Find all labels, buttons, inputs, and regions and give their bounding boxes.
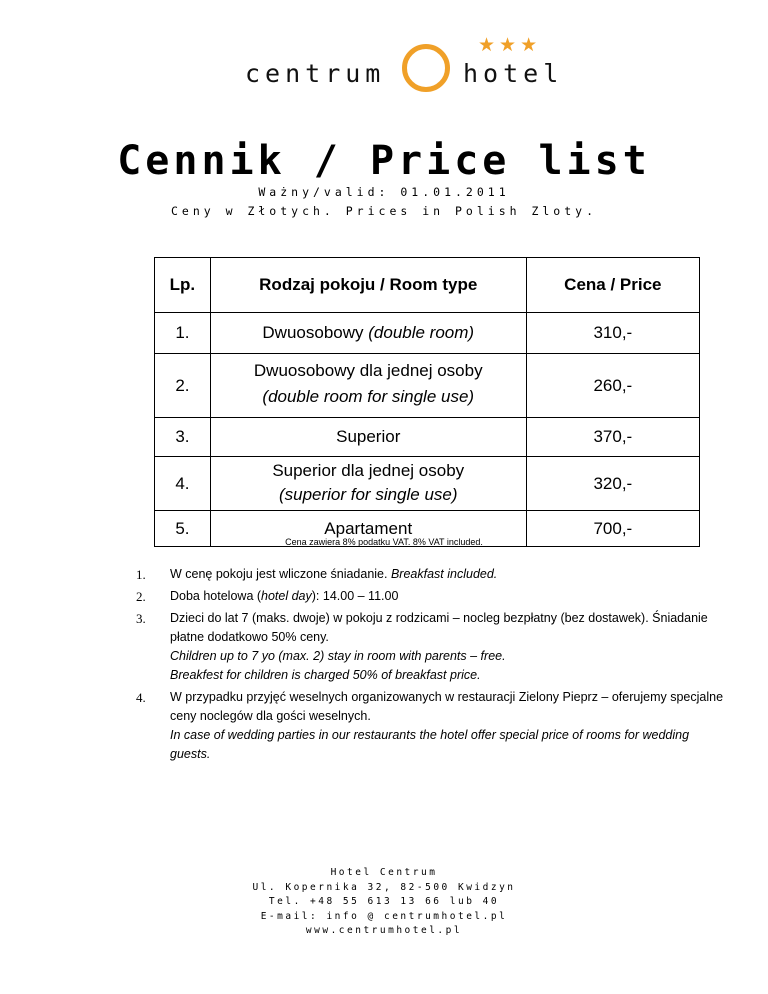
row-number: 5. (155, 511, 211, 547)
footer-phone: Tel. +48 55 613 13 66 lub 40 (268, 896, 500, 907)
note-number: 3. (136, 611, 146, 626)
room-type-pl: Superior dla jednej osoby (272, 460, 465, 480)
room-price: 370,- (526, 418, 699, 457)
room-price: 310,- (526, 313, 699, 354)
price-table (154, 257, 700, 547)
row-number: 1. (155, 313, 211, 354)
note-number: 4. (136, 690, 146, 705)
note-number: 1. (136, 567, 146, 582)
room-price: 320,- (526, 457, 699, 511)
list-item (136, 688, 730, 764)
note-number: 2. (136, 589, 146, 604)
logo-text-centrum: centrum (245, 59, 386, 88)
table-row (155, 354, 700, 418)
logo-stars-icon: ★★★ (478, 34, 542, 56)
note-text-en: hotel day (261, 589, 312, 603)
room-type (210, 354, 526, 418)
table-header-row (155, 258, 700, 313)
row-number: 4. (155, 457, 211, 511)
footer-hotel-name: Hotel Centrum (330, 867, 438, 878)
room-type-en: (superior for single use) (278, 484, 458, 504)
room-type-pl: Dwuosobowy (262, 323, 364, 342)
row-number: 3. (155, 418, 211, 457)
currency-note: Ceny w Złotych. Prices in Polish Zloty. (170, 204, 598, 218)
table-row (155, 313, 700, 354)
room-price: 700,- (526, 511, 699, 547)
page-title: Cennik / Price list (117, 138, 651, 184)
note-text-pl-after: ): 14.00 – 11.00 (311, 589, 399, 603)
note-text-en: In case of wedding parties in our restaurants the hotel offer special price of rooms for wedding guests. (170, 728, 690, 761)
room-type-pl: Dwuosobowy dla jednej osoby (253, 360, 483, 380)
note-text-en: Children up to 7 yo (max. 2) stay in room with parents – free. (170, 649, 506, 663)
room-type-en: (double room for single use) (262, 386, 475, 406)
note-text-en: Breakfest for children is charged 50% of breakfast price. (170, 668, 481, 682)
list-item (136, 565, 730, 584)
room-price: 260,- (526, 354, 699, 418)
room-type-pl: Superior (336, 427, 401, 446)
valid-date: Ważny/valid: 01.01.2011 (258, 185, 510, 199)
room-type (210, 418, 526, 457)
hotel-logo (0, 30, 768, 100)
logo-text-hotel: hotel (463, 59, 564, 88)
table-row (155, 418, 700, 457)
header-room-type: Rodzaj pokoju / Room type (210, 258, 526, 313)
header-lp: Lp. (155, 258, 211, 313)
vat-note: Cena zawiera 8% podatku VAT. 8% VAT included. (285, 537, 483, 547)
footer-email: E-mail: info @ centrumhotel.pl (260, 910, 508, 922)
room-type (210, 457, 526, 511)
room-type-en: (double room) (368, 323, 475, 342)
footer-contact (0, 866, 768, 939)
note-text-en: Breakfast included. (390, 567, 498, 581)
table-row (155, 457, 700, 511)
note-text-pl: W cenę pokoju jest wliczone śniadanie. (170, 567, 388, 581)
note-text-pl: Dzieci do lat 7 (maks. dwoje) w pokoju z rodzicami – nocleg bezpłatny (bez dostawek). Śniadanie płatne dodatkowo 50% ceny. (170, 611, 708, 644)
footer-website: www.centrumhotel.pl (305, 925, 463, 936)
footer-address: Ul. Kopernika 32, 82-500 Kwidzyn (252, 881, 516, 893)
row-number: 2. (155, 354, 211, 418)
room-type-pl: Apartament (324, 518, 413, 538)
list-item (136, 587, 730, 606)
logo-ring-icon (402, 44, 450, 92)
note-text-pl: Doba hotelowa ( (170, 589, 262, 603)
header-price: Cena / Price (526, 258, 699, 313)
note-text-pl: W przypadku przyjęć weselnych organizowanych w restauracji Zielony Pieprz – oferujemy specjalne ceny noclegów dla gości weselnych. (170, 690, 724, 723)
room-type (210, 313, 526, 354)
list-item (136, 609, 730, 685)
notes-list (136, 565, 730, 767)
